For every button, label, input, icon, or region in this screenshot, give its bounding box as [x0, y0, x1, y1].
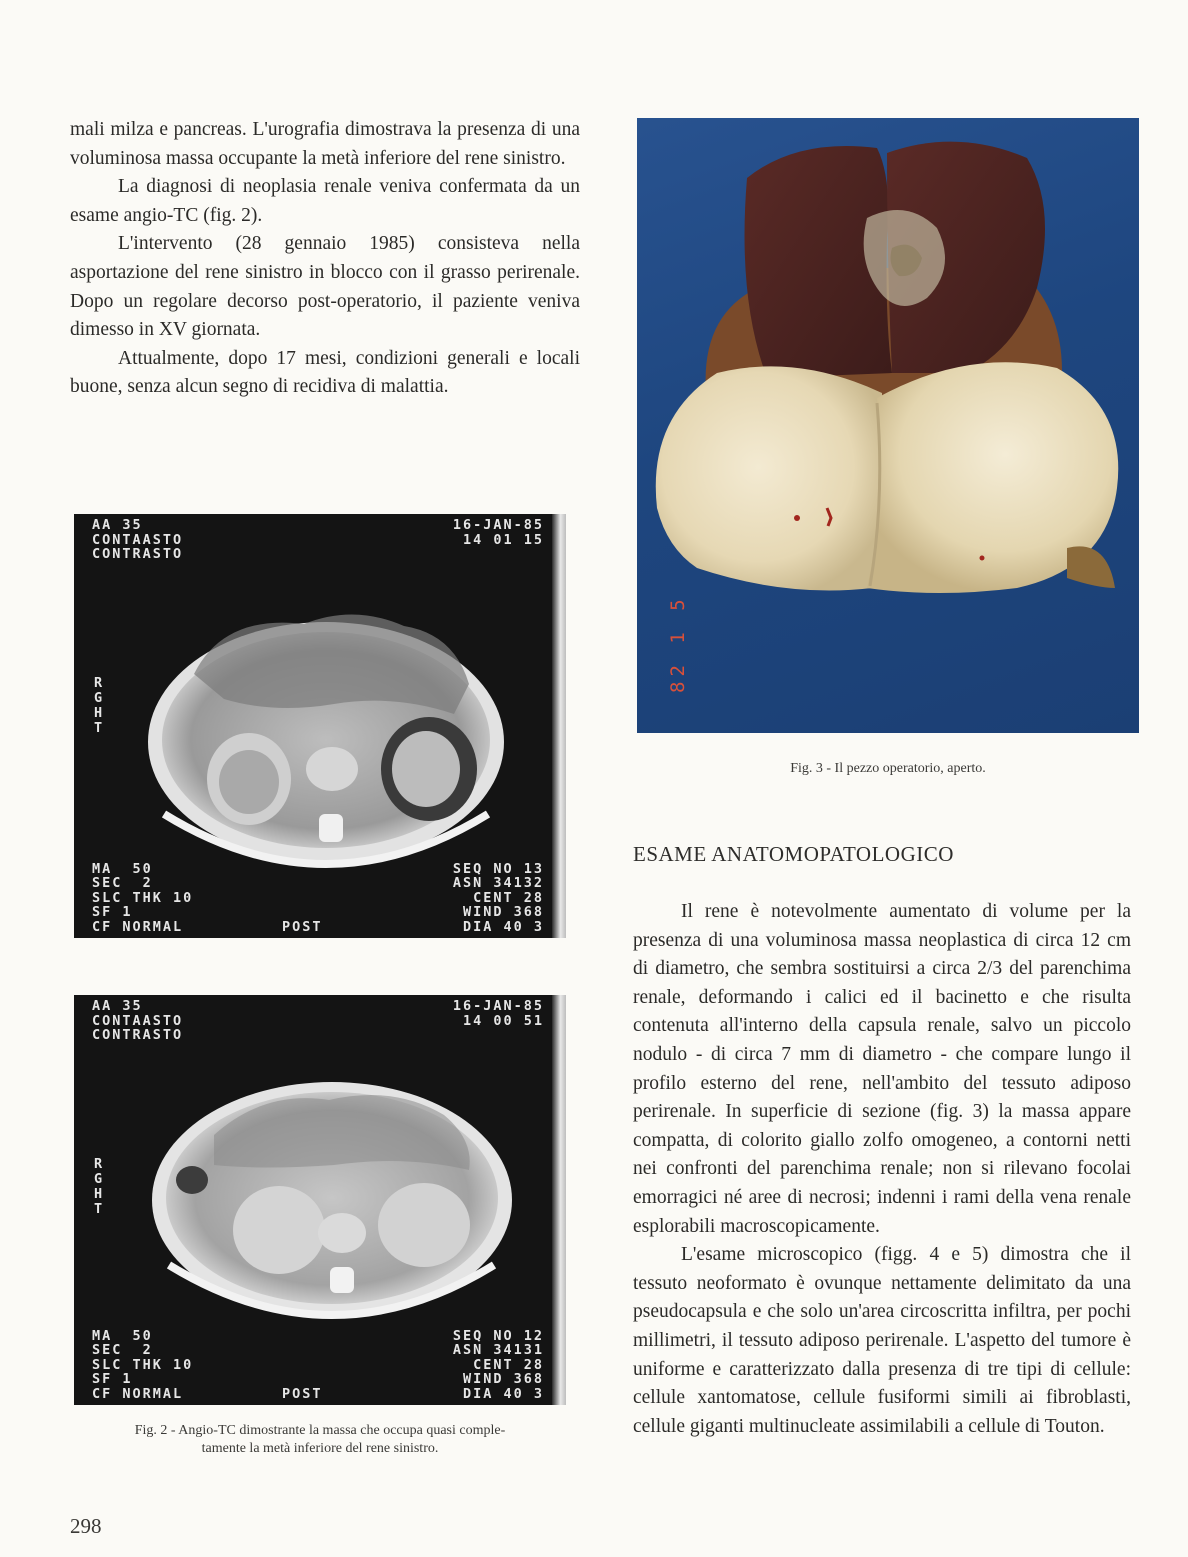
scan-params-right: SEQ NO 13 ASN 34132 CENT 28 WIND 368 DIA 40 3 — [452, 860, 544, 935]
scan-datetime: 16-JAN-85 14 00 51 — [452, 998, 544, 1029]
section-heading: ESAME ANATOMOPATOLOGICO — [633, 842, 954, 866]
ct-scan-image-2 — [74, 995, 566, 1405]
scan-post-label: POST — [282, 918, 323, 935]
right-column-text — [633, 898, 1131, 1441]
scan-params-right: SEQ NO 12 ASN 34131 CENT 28 WIND 368 DIA 40 3 — [452, 1327, 544, 1402]
scan-side-label: R G H T — [94, 675, 105, 736]
figure-2-caption — [74, 1422, 566, 1458]
specimen-illustration — [637, 118, 1139, 733]
figure-3-caption: Fig. 3 - Il pezzo operatorio, aperto. — [790, 761, 986, 776]
ct-scan-image-1 — [74, 514, 566, 938]
paragraph: L'intervento (28 gennaio 1985) consisteva nella asportazione del rene sinistro in blocco con il grasso perirenale. Dopo un regolare decorso post-operatorio, il paziente veniva dimesso in XV giornata. — [70, 233, 580, 341]
scan-post-label: POST — [282, 1385, 323, 1402]
scan-datetime: 16-JAN-85 14 01 15 — [452, 517, 544, 548]
film-edge — [552, 514, 566, 938]
scan-params-left: MA 50 SEC 2 SLC THK 10 SF 1 CF NORMAL — [92, 860, 194, 935]
paragraph: mali milza e pancreas. L'urografia dimostrava la presenza di una voluminosa massa occupante la metà inferiore del rene sinistro. — [70, 119, 580, 169]
caption-line: tamente la metà inferiore del rene sinistro. — [201, 1441, 439, 1456]
scan-header-left: AA 35 CONTAASTO CONTRASTO — [92, 517, 184, 562]
scan-params-left: MA 50 SEC 2 SLC THK 10 SF 1 CF NORMAL — [92, 1327, 194, 1402]
paragraph: Il rene è notevolmente aumentato di volume per la presenza di una voluminosa massa neoplastica di circa 12 cm di diametro, che sembra sostituirsi a circa 2/3 del parenchima renale, deformando i calici ed il bacinetto e che risulta contenuta all'interno della capsula renale, salvo un piccolo nodulo - di circa 7 mm di diametro - che compare lungo il profilo esterno del rene, nell'ambito del tessuto adiposo perirenale. In superficie di sezione (fig. 3) la massa appare compatta, di colorito giallo zolfo omogeneo, a contorni netti nei confronti del parenchima renale; non si rilevano focolai emorragici né aree di necrosi; indenni i rami della vena renale esplorabili macroscopicamente. — [633, 901, 1131, 1237]
left-column-text — [70, 116, 580, 402]
page-number: 298 — [70, 1514, 102, 1538]
scan-side-label: R G H T — [94, 1156, 105, 1217]
surgical-specimen-photo — [637, 118, 1139, 733]
paragraph: Attualmente, dopo 17 mesi, condizioni generali e locali buone, senza alcun segno di recidiva di malattia. — [70, 347, 580, 398]
film-edge — [552, 995, 566, 1405]
photo-date-stamp: 82 1 5 — [667, 594, 689, 693]
caption-line: Fig. 2 - Angio-TC dimostrante la massa che occupa quasi comple- — [134, 1423, 506, 1438]
paragraph: L'esame microscopico (figg. 4 e 5) dimostra che il tessuto neoformato è ovunque nettamente delimitato da una pseudocapsula e che solo un'area circoscritta infiltra, per pochi millimetri, il tessuto adiposo perirenale. L'aspetto del tumore è uniforme e caratterizzato dalla presenza di tre tipi di cellule: cellule xantomatose, cellule fusiformi simili ai fibroblasti, cellule giganti multinucleate assimilabili a cellule di Touton. — [633, 1244, 1131, 1437]
scan-header-left: AA 35 CONTAASTO CONTRASTO — [92, 998, 184, 1043]
paragraph: La diagnosi di neoplasia renale veniva confermata da un esame angio-TC (fig. 2). — [70, 176, 580, 226]
